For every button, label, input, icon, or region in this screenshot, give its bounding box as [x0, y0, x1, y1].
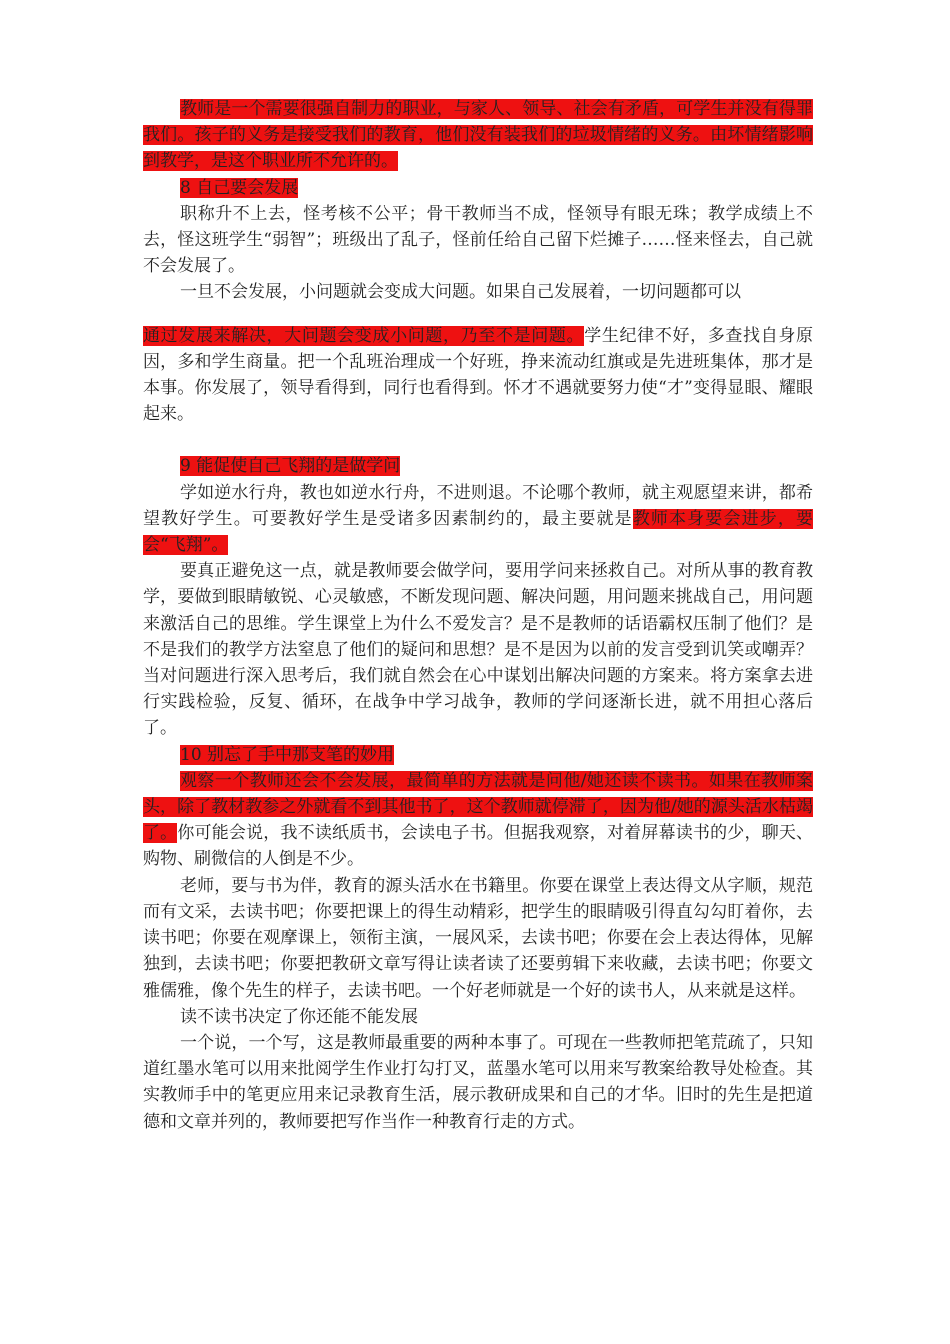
- paragraph: 读不读书决定了你还能不能发展: [180, 1006, 418, 1027]
- document-body: [143, 96, 813, 1135]
- section-heading-10: [143, 742, 813, 768]
- highlighted-text: 教师是一个需要很强自制力的职业，与家人、领导、社会有矛盾，可学生并没有得罪我们。孩子的义务是接受我们的教育，他们没有装我们的垃圾情绪的义务。由坏情绪影响到教学，是这个职业所不允许的。: [143, 99, 813, 172]
- paragraph: 一旦不会发展，小问题就会变成大问题。如果自己发展着，一切问题都可以: [180, 282, 741, 303]
- highlighted-text: 教师本身要会进步，要会“飞翔”。: [143, 508, 813, 556]
- heading-text: 9 能促使自己飞翔的是做学问: [180, 456, 401, 477]
- highlighted-text: 通过发展来解决，大问题会变成小问题，乃至不是问题。: [143, 325, 585, 346]
- paragraph: 职称升不上去，怪考核不公平；骨干教师当不成，怪领导有眼无珠；教学成绩上不去，怪这班学生“弱智”；班级出了乱子，怪前任给自己留下烂摊子……怪来怪去，自己就不会发展了。: [143, 203, 813, 277]
- paragraph: 一个说，一个写，这是教师最重要的两种本事了。可现在一些教师把笔荒疏了，只知道红墨水笔可以用来批阅学生作业打勾打叉，蓝墨水笔可以用来写教案给教导处检查。其实教师手中的笔更应用来记录教育生活，展示教研成果和自己的才华。旧时的先生是把道德和文章并列的，教师要把写作当作一种教育行走的方式。: [143, 1032, 813, 1132]
- paragraph: 老师，要与书为伴，教育的源头活水在书籍里。你要在课堂上表达得文从字顺，规范而有文采，去读书吧；你要把课上的得生动精彩，把学生的眼睛吸引得直勾勾盯着你，去读书吧；你要在观摩课上，领衔主演，一展风采，去读书吧；你要在会上表达得体，见解独到，去读书吧；你要把教研文章写得让读者读了还要剪辑下来收藏，去读书吧；你要文雅儒雅，像个先生的样子，去读书吧。一个好老师就是一个好的读书人，从来就是这样。: [143, 875, 813, 1001]
- paragraph: [143, 96, 813, 175]
- paragraph: [143, 323, 813, 428]
- paragraph-text: 学生纪律不好，多查找自身原因，多和学生商量。把一个乱班治理成一个好班，挣来流动红旗或是先进班集体，那才是本事。你发展了，领导看得到，同行也看得到。怀才不遇就要努力使“才”变得显眼、耀眼起来。: [143, 325, 814, 425]
- heading-text: 8 自己要会发展: [180, 177, 299, 198]
- paragraph: 要真正避免这一点，就是教师要会做学问，要用学问来拯救自己。对所从事的教育教学，要做到眼睛敏锐、心灵敏感，不断发现问题、解决问题，用问题来挑战自己，用问题来激活自己的思维。学生课堂上为什么不爱发言？是不是教师的话语霸权压制了他们？是不是我们的教学方法窒息了他们的疑问和思想？是不是因为以前的发言受到讥笑或嘲弄？当对问题进行深入思考后，我们就自然会在心中谋划出解决问题的方案来。将方案拿去进行实践检验，反复、循环，在战争中学习战争，教师的学问逐渐长进，就不用担心落后了。: [143, 561, 813, 739]
- paragraph-text: 学如逆水行舟，教也如逆水行舟，不进则退。不论哪个教师，就主观愿望来讲，都希望教好学生。可要教好学生是受诸多因素制约的，最主要就是: [143, 482, 813, 529]
- heading-text: 10 别忘了手中那支笔的妙用: [180, 744, 395, 765]
- section-heading-9: [143, 453, 813, 479]
- paragraph: [143, 768, 813, 873]
- paragraph-text: 你可能会说，我不读纸质书，会读电子书。但据我观察，对着屏幕读书的少，聊天、购物、刷微信的人倒是不少。: [143, 823, 814, 870]
- spacer: [143, 306, 813, 323]
- highlighted-text: 观察一个教师还会不会发展，最简单的方法就是问他/她还读不读书。如果在教师案头，除了教材教参之外就看不到其他书了，这个教师就停滞了，因为他/她的源头活水枯竭了。: [143, 770, 813, 844]
- section-heading-8: [143, 175, 813, 201]
- spacer: [143, 427, 813, 453]
- paragraph: [143, 480, 813, 559]
